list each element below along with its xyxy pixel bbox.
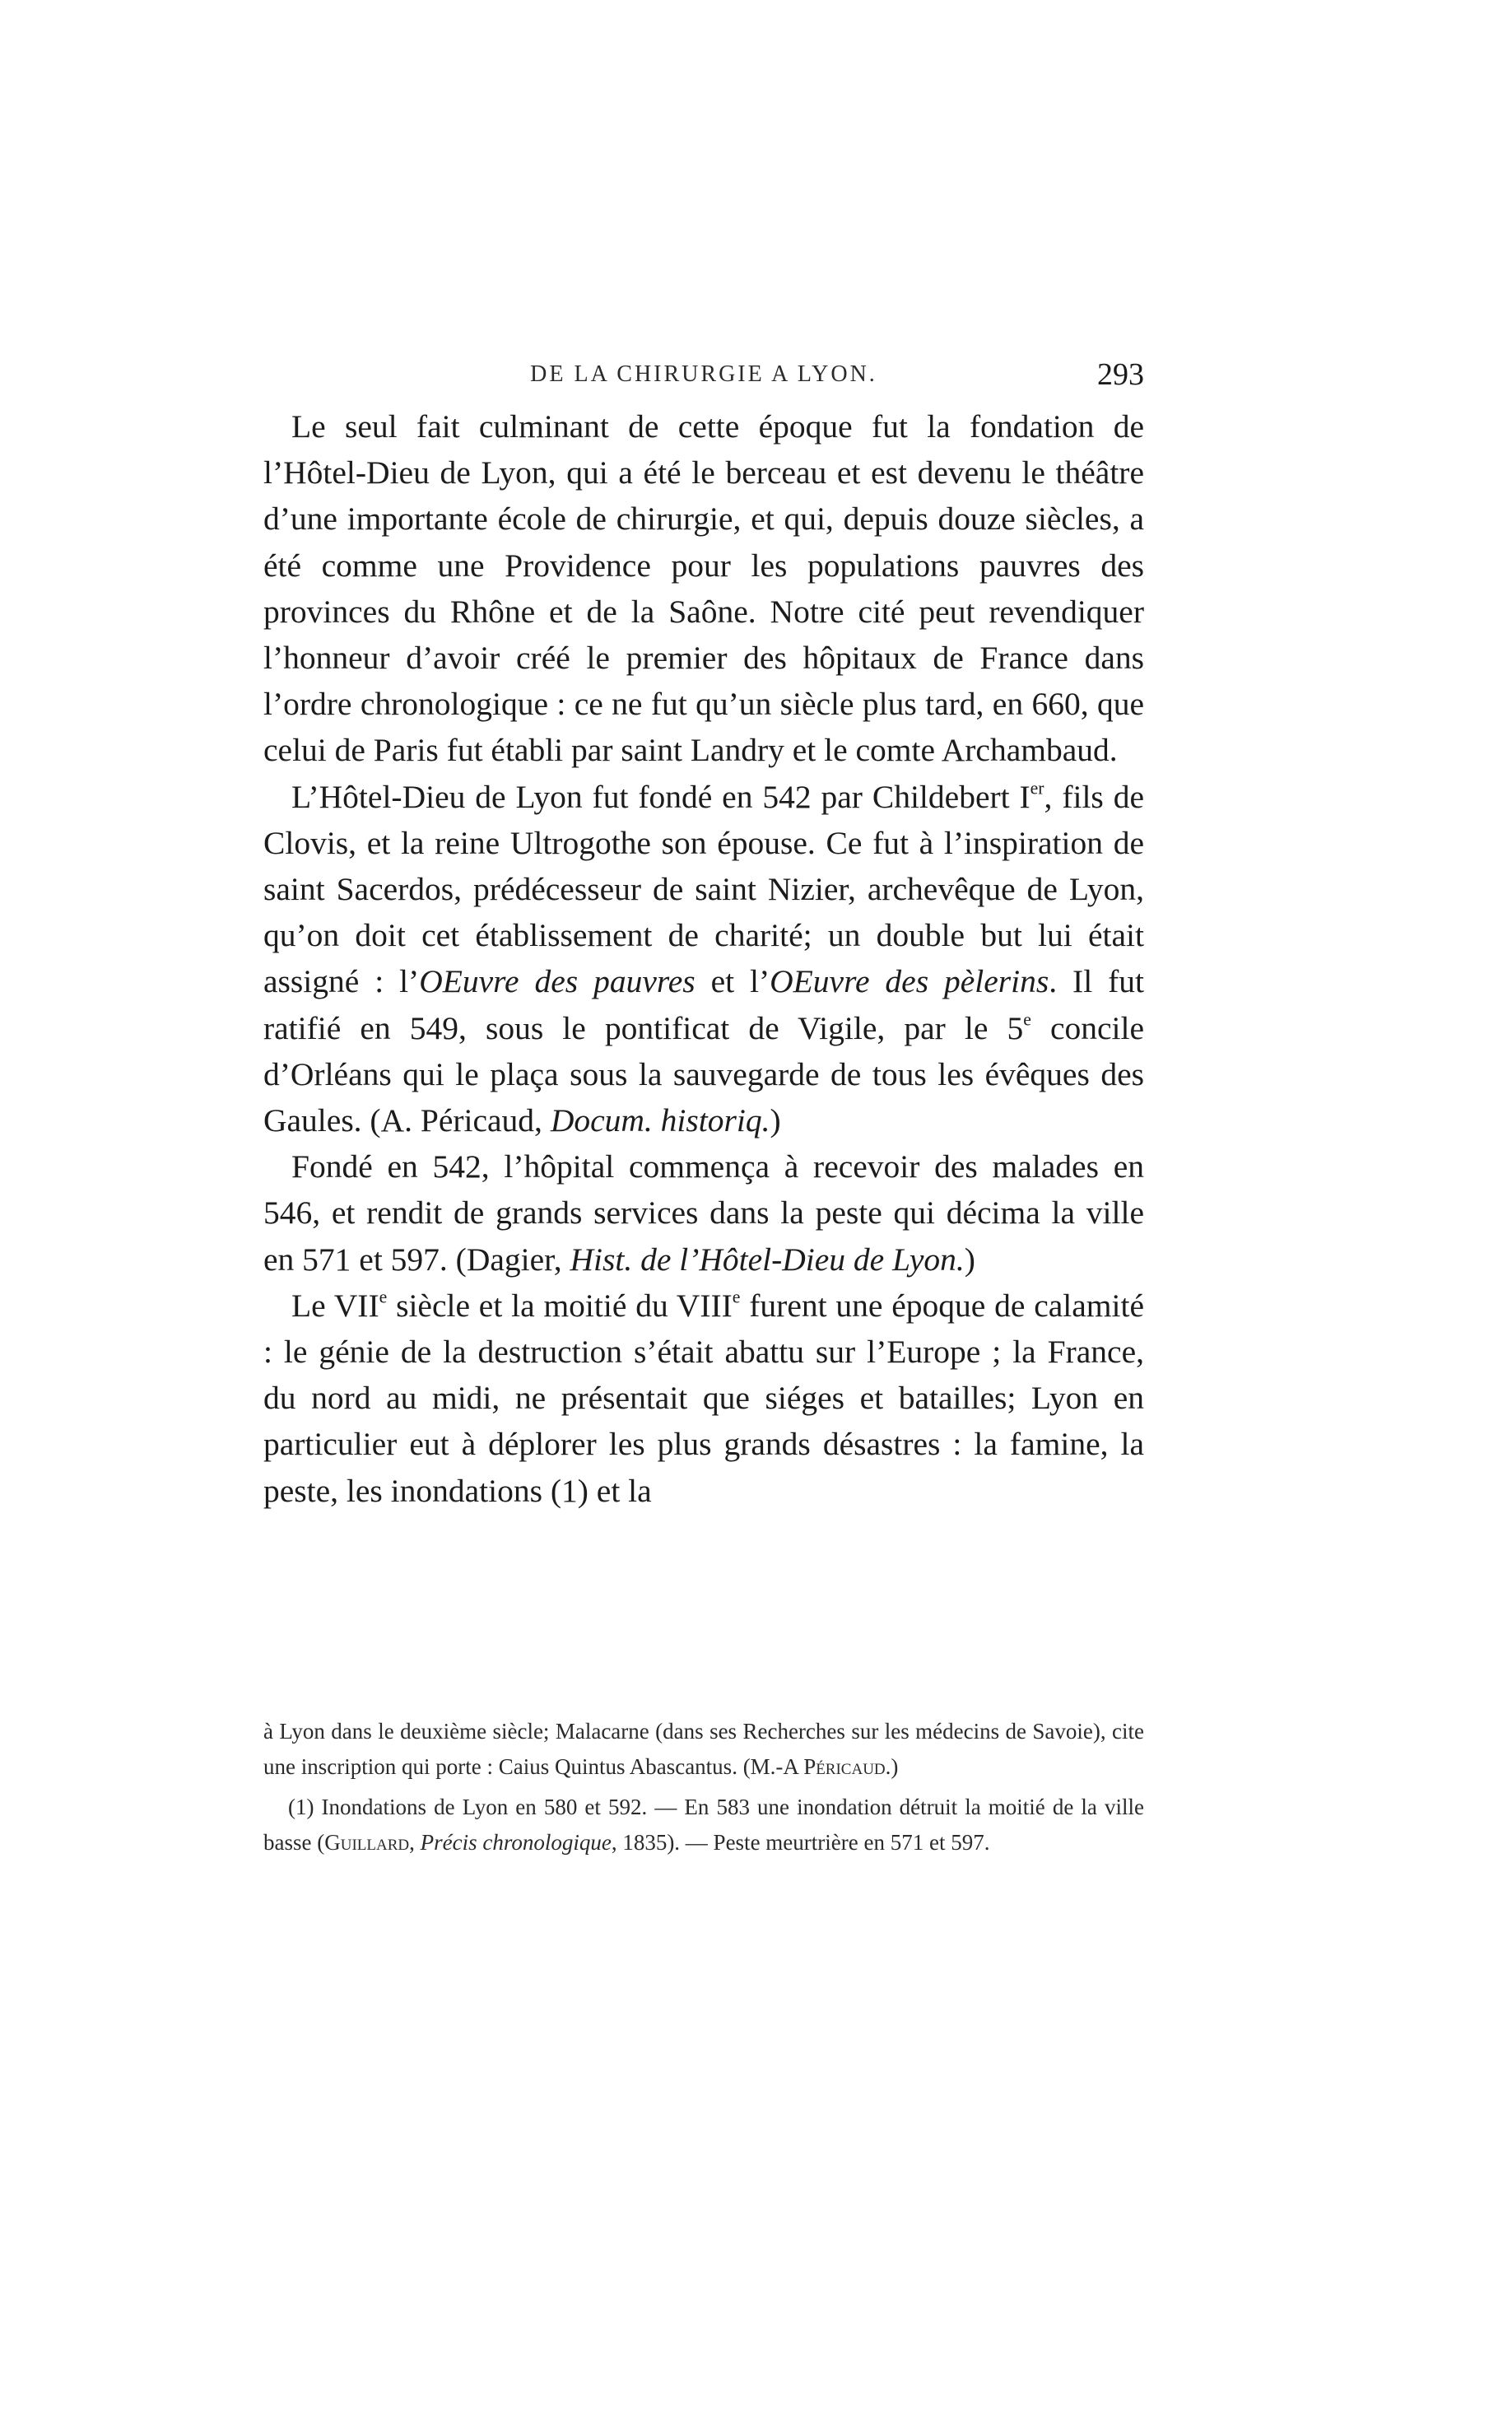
footnote-author-guillard: Guillard [324, 1830, 410, 1855]
paragraph-2-text-c: et l’ [695, 963, 770, 1000]
paragraph-2-text-b: , fils de Clovis, et la reine Ultrogothe son épouse. Ce fut à l’inspiration de saint Sacerdos, prédécesseur de saint Nizier, archevêque de Lyon, qu’on doit cet établissement de charité; un double but lui était assigné : l’ [263, 778, 1144, 1000]
paragraph-3 [263, 1143, 1144, 1283]
footnote-continued-text-b: .) [885, 1754, 899, 1779]
footnote-1-text-a: (1) Inondations de Lyon en 580 et 592. — En 583 une inondation détruit la moitié de la ville basse ( [263, 1795, 1144, 1855]
footnote-author-pericaud: Péricaud [803, 1754, 886, 1779]
footnote-1-text-c: , 1835). — Peste meurtrière en 571 et 597. [611, 1830, 990, 1855]
superscript-e-vii: e [379, 1287, 388, 1307]
paragraph-2-text-f: ) [770, 1102, 781, 1139]
paragraph-1-text: Le seul fait culminant de cette époque fut la fondation de l’Hôtel-Dieu de Lyon, qui a été le berceau et est devenu le théâtre d’une importante école de chirurgie, et qui, depuis douze siècles, a été comme une Providence pour les populations pauvres des provinces du Rhône et de la Saône. Notre cité peut revendiquer l’honneur d’avoir créé le premier des hôpitaux de France dans l’ordre chronologique : ce ne fut qu’un siècle plus tard, en 660, que celui de Paris fut établi par saint Landry et le comte Archambaud. [263, 408, 1144, 769]
superscript-er: er [1030, 778, 1044, 799]
paragraph-2-text-e: concile d’Orléans qui le plaça sous la sauvegarde de tous les évêques des Gaules. (A. Péricaud, [263, 1009, 1145, 1139]
paragraph-1 [263, 403, 1144, 774]
paragraph-4-text-c: furent une époque de calamité : le génie de la destruction s’était abattu sur l’Europe ; la France, du nord au midi, ne présentait que siéges et batailles; Lyon en particulier eut à déplorer les plus grands désastres : la famine, la peste, les inondations (1) et la [263, 1287, 1144, 1509]
paragraph-3-text-b: ) [964, 1241, 975, 1278]
footnote-continued-text-a: à Lyon dans le deuxième siècle; Malacarne (dans ses Recherches sur les médecins de Savoie), cite une inscription qui porte : Caius Quintus Abascantus. (M.-A [263, 1719, 1144, 1779]
footnote-continued [263, 1714, 1144, 1785]
italic-oeuvre-pelerins: OEuvre des pèlerins [770, 963, 1049, 1000]
footnotes [263, 1714, 1144, 1860]
superscript-e: e [1023, 1009, 1031, 1030]
paragraph-3-text-a: Fondé en 542, l’hôpital commença à recevoir des malades en 546, et rendit de grands services dans la peste qui décima la ville en 571 et 597. (Dagier, [263, 1148, 1144, 1278]
italic-docum-historiq: Docum. historiq. [550, 1102, 770, 1139]
paragraph-4-text-b: siècle et la moitié du VIII [387, 1287, 733, 1324]
paragraph-4-text-a: Le VII [291, 1287, 379, 1324]
footnote-1-text-b: , [409, 1830, 421, 1855]
italic-hist-hotel-dieu: Hist. de l’Hôtel-Dieu de Lyon. [570, 1241, 965, 1278]
superscript-e-viii: e [732, 1287, 741, 1307]
italic-oeuvre-pauvres: OEuvre des pauvres [419, 963, 696, 1000]
footnote-1 [263, 1790, 1144, 1860]
page-number: 293 [1097, 357, 1144, 392]
italic-precis-chronologique: Précis chronologique [420, 1830, 612, 1855]
body-text [263, 403, 1144, 1514]
paragraph-4 [263, 1283, 1144, 1514]
paragraph-2-text-d: . Il fut ratifié en 549, sous le pontificat de Vigile, par le 5 [263, 963, 1144, 1046]
running-head [263, 354, 1144, 395]
paragraph-2-text-a: L’Hôtel-Dieu de Lyon fut fondé en 542 par Childebert I [291, 778, 1030, 815]
running-head-title: DE LA CHIRURGIE A LYON. [530, 361, 877, 387]
paragraph-2 [263, 774, 1144, 1144]
